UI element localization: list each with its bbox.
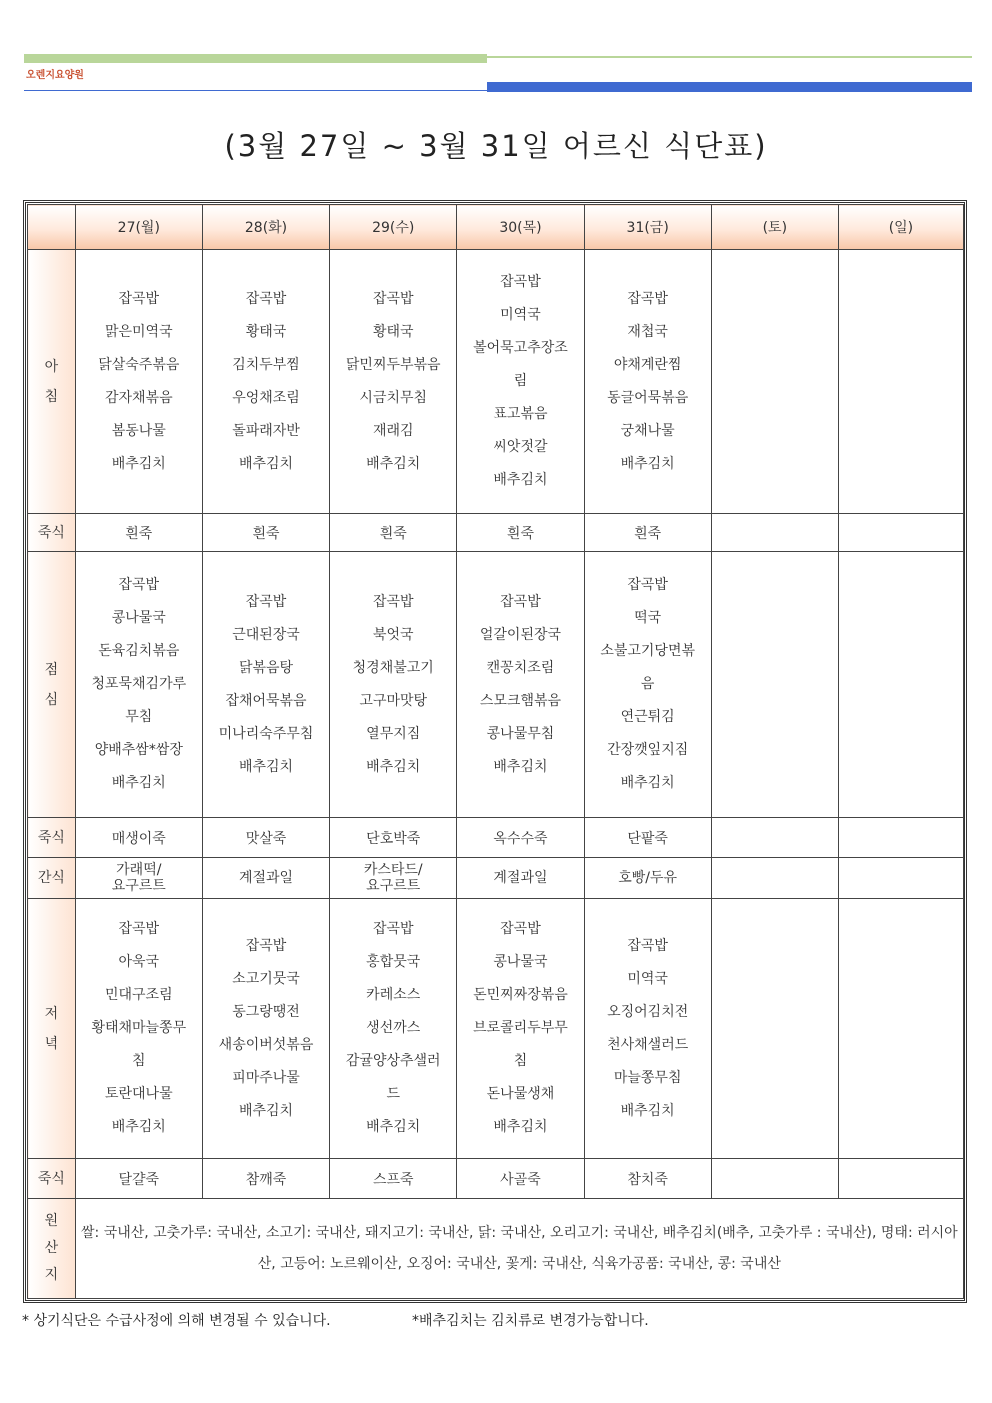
dinner-label: 저 녁: [28, 899, 76, 1159]
origin-label: 원 산 지: [28, 1199, 76, 1299]
porridge-cell: [838, 514, 963, 552]
porridge-cell: 흰죽: [584, 514, 711, 552]
meal-cell: 잡곡밥 북엇국 청경채불고기 고구마맛탕 열무지짐 배추김치: [330, 552, 457, 818]
snack-label: 간식: [28, 858, 76, 899]
porridge-cell: 흰죽: [202, 514, 329, 552]
snack-cell: 계절과일: [202, 858, 329, 899]
meal-cell: 잡곡밥 콩나물국 돈육김치볶음 청포묵채김가루 무침 양배추쌈*쌈장 배추김치: [75, 552, 202, 818]
snack-cell: 가래떡/ 요구르트: [75, 858, 202, 899]
origin-row: [28, 1199, 964, 1299]
dinner-row: [28, 899, 964, 1159]
meal-cell: [711, 899, 838, 1159]
day-header: 30(목): [457, 205, 584, 250]
kimchi-notice: *배추김치는 김치류로 변경가능합니다.: [412, 1313, 649, 1329]
header-green-bar: [24, 54, 487, 63]
meal-cell: [838, 250, 963, 514]
porridge-label: 죽식: [28, 514, 76, 552]
porridge-label: 죽식: [28, 818, 76, 858]
porridge-cell: 참치죽: [584, 1159, 711, 1199]
porridge-cell: [711, 1159, 838, 1199]
meal-cell: 잡곡밥 맑은미역국 닭살숙주볶음 감자채볶음 봄동나물 배추김치: [75, 250, 202, 514]
day-header-sunday: (일): [838, 205, 963, 250]
snack-cell: [711, 858, 838, 899]
breakfast-label: 아 침: [28, 250, 76, 514]
meal-cell: 잡곡밥 근대된장국 닭볶음탕 잡채어묵볶음 미나리숙주무침 배추김치: [202, 552, 329, 818]
change-notice: * 상기식단은 수급사정에 의해 변경될 수 있습니다.: [22, 1313, 331, 1329]
day-header: 31(금): [584, 205, 711, 250]
corner-cell: [28, 205, 76, 250]
porridge-cell: 흰죽: [457, 514, 584, 552]
snack-cell: 카스타드/ 요구르트: [330, 858, 457, 899]
meal-cell: 잡곡밥 황태국 김치두부찜 우엉채조림 돌파래자반 배추김치: [202, 250, 329, 514]
porridge-cell: 옥수수죽: [457, 818, 584, 858]
meal-cell: [838, 552, 963, 818]
lunch-label: 점 심: [28, 552, 76, 818]
porridge-cell: [711, 818, 838, 858]
lunch-row: [28, 552, 964, 818]
snack-cell: [838, 858, 963, 899]
day-header: 27(월): [75, 205, 202, 250]
meal-cell: 잡곡밥 얼갈이된장국 캔꽁치조림 스모크햄볶음 콩나물무침 배추김치: [457, 552, 584, 818]
porridge-cell: 참깨죽: [202, 1159, 329, 1199]
meal-cell: 잡곡밥 재첩국 야채계란찜 동글어묵볶음 궁채나물 배추김치: [584, 250, 711, 514]
menu-table: [27, 204, 964, 1299]
origin-text: 쌀: 국내산, 고춧가루: 국내산, 소고기: 국내산, 돼지고기: 국내산, 닭: 국내산, 오리고기: 국내산, 배추김치(배추, 고춧가루 : 국내산), 명태: 러시아산, 고등어: 노르웨이산, 오징어: 국내산, 꽃게: 국내산, 식육가공품: 국내산, 콩: 국내산: [75, 1199, 963, 1299]
snack-cell: 계절과일: [457, 858, 584, 899]
meal-cell: 잡곡밥 소고기뭇국 동그랑땡전 새송이버섯볶음 피마주나물 배추김치: [202, 899, 329, 1159]
porridge-cell: 사골죽: [457, 1159, 584, 1199]
header-blue-bar: [487, 82, 972, 92]
meal-cell: [711, 250, 838, 514]
header-green-line: [487, 56, 972, 58]
porridge-cell: [711, 514, 838, 552]
org-name: 오렌지요양원: [26, 70, 84, 81]
meal-cell: [838, 899, 963, 1159]
porridge-cell: [838, 1159, 963, 1199]
porridge-label: 죽식: [28, 1159, 76, 1199]
snack-row: [28, 858, 964, 899]
meal-cell: 잡곡밥 미역국 볼어묵고추장조 림 표고볶음 씨앗젓갈 배추김치: [457, 250, 584, 514]
meal-cell: 잡곡밥 아욱국 민대구조림 황태채마늘쫑무 침 토란대나물 배추김치: [75, 899, 202, 1159]
porridge-cell: 달걀죽: [75, 1159, 202, 1199]
porridge-cell: [838, 818, 963, 858]
breakfast-row: [28, 250, 964, 514]
menu-table-frame: [23, 200, 967, 1303]
breakfast-porridge-row: [28, 514, 964, 552]
day-header-saturday: (토): [711, 205, 838, 250]
porridge-cell: 스프죽: [330, 1159, 457, 1199]
meal-cell: [711, 552, 838, 818]
porridge-cell: 흰죽: [75, 514, 202, 552]
porridge-cell: 단팥죽: [584, 818, 711, 858]
meal-cell: 잡곡밥 황태국 닭민찌두부볶음 시금치무침 재래김 배추김치: [330, 250, 457, 514]
meal-cell: 잡곡밥 홍합뭇국 카레소스 생선까스 감귤양상추샐러 드 배추김치: [330, 899, 457, 1159]
snack-cell: 호빵/두유: [584, 858, 711, 899]
day-header: 29(수): [330, 205, 457, 250]
porridge-cell: 단호박죽: [330, 818, 457, 858]
header-blue-line: [24, 90, 487, 91]
day-header-row: [28, 205, 964, 250]
lunch-porridge-row: [28, 818, 964, 858]
meal-cell: 잡곡밥 콩나물국 돈민찌짜장볶음 브로콜리두부무 침 돈나물생채 배추김치: [457, 899, 584, 1159]
porridge-cell: 흰죽: [330, 514, 457, 552]
meal-cell: 잡곡밥 떡국 소불고기당면볶 음 연근튀김 간장깻잎지짐 배추김치: [584, 552, 711, 818]
porridge-cell: 맛살죽: [202, 818, 329, 858]
dinner-porridge-row: [28, 1159, 964, 1199]
page-title: (3월 27일 ~ 3월 31일 어르신 식단표): [224, 129, 768, 163]
meal-cell: 잡곡밥 미역국 오징어김치전 천사채샐러드 마늘쫑무침 배추김치: [584, 899, 711, 1159]
porridge-cell: 매생이죽: [75, 818, 202, 858]
day-header: 28(화): [202, 205, 329, 250]
